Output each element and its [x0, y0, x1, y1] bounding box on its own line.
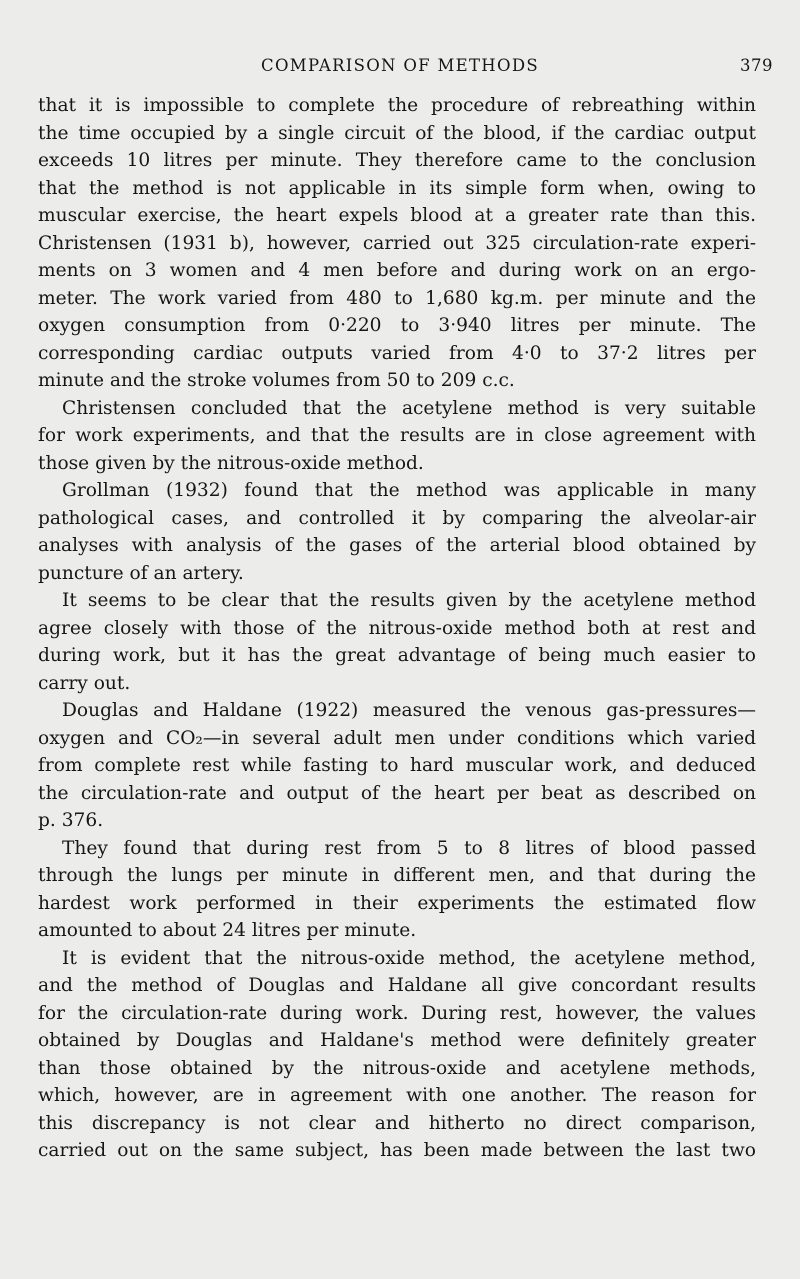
text-line: p. 376.: [38, 810, 104, 831]
text-line: for the circulation-rate during work. During rest, however, the values: [38, 1002, 756, 1024]
text-line: analyses with analysis of the gases of the arterial blood obtained by: [38, 535, 756, 556]
text-line: carry out.: [38, 672, 131, 694]
text-line: exceeds 10 litres per minute. They therefore came to the conclusion: [38, 150, 756, 171]
text-line: agree closely with those of the nitrous-oxide method both at rest and: [38, 617, 756, 639]
text-line: than those obtained by the nitrous-oxide and acetylene methods,: [38, 1057, 756, 1079]
text-line: obtained by Douglas and Haldane's method were definitely greater: [38, 1030, 756, 1051]
body-text: [38, 92, 756, 1165]
text-line: Douglas and Haldane (1922) measured the venous gas-pressures—: [62, 700, 756, 721]
text-line: hardest work performed in their experiments the estimated flow: [38, 892, 756, 914]
text-line: They found that during rest from 5 to 8 litres of blood passed: [62, 837, 756, 859]
text-line: that the method is not applicable in its simple form when, owing to: [38, 177, 756, 199]
text-line: Christensen concluded that the acetylene method is very suitable: [62, 397, 756, 419]
text-line: pathological cases, and controlled it by comparing the alveolar-air: [38, 507, 756, 529]
text-line: from complete rest while fasting to hard muscular work, and deduced: [38, 755, 756, 776]
text-line: amounted to about 24 litres per minute.: [38, 920, 417, 941]
text-line: It is evident that the nitrous-oxide method, the acetylene method,: [62, 947, 756, 969]
text-line: meter. The work varied from 480 to 1,680 kg.m. per minute and the: [38, 287, 756, 309]
text-line: ments on 3 women and 4 men before and during work on an ergo-: [38, 260, 756, 281]
text-line: the time occupied by a single circuit of the blood, if the cardiac output: [38, 122, 756, 144]
text-line: the circulation-rate and output of the heart per beat as described on: [38, 782, 756, 804]
text-line: muscular exercise, the heart expels blood at a greater rate than this.: [38, 205, 756, 226]
text-line: during work, but it has the great advantage of being much easier to: [38, 645, 756, 666]
text-line: for work experiments, and that the results are in close agreement with: [38, 425, 756, 446]
text-line: oxygen consumption from 0·220 to 3·940 litres per minute. The: [38, 315, 756, 336]
text-line: puncture of an artery.: [38, 562, 244, 584]
text-line: those given by the nitrous-oxide method.: [38, 452, 424, 474]
text-line: which, however, are in agreement with one another. The reason for: [38, 1085, 756, 1106]
page-number: 379: [740, 56, 773, 75]
running-head: COMPARISON OF METHODS: [261, 56, 539, 75]
text-line: corresponding cardiac outputs varied from 4·0 to 37·2 litres per: [38, 342, 756, 364]
text-line: It seems to be clear that the results given by the acetylene method: [62, 590, 756, 611]
text-line: minute and the stroke volumes from 50 to 209 c.c.: [38, 370, 515, 391]
text-line: and the method of Douglas and Haldane all give concordant results: [38, 975, 756, 996]
text-line: carried out on the same subject, has been made between the last two: [38, 1140, 756, 1161]
text-line: this discrepancy is not clear and hitherto no direct comparison,: [38, 1112, 756, 1134]
text-line: through the lungs per minute in different men, and that during the: [38, 865, 756, 886]
text-line: Grollman (1932) found that the method was applicable in many: [62, 480, 756, 501]
text-line: that it is impossible to complete the procedure of rebreathing within: [38, 95, 756, 116]
text-line: oxygen and CO₂—in several adult men under conditions which varied: [38, 727, 756, 749]
text-line: Christensen (1931 b), however, carried out 325 circulation-rate experi-: [38, 232, 756, 254]
